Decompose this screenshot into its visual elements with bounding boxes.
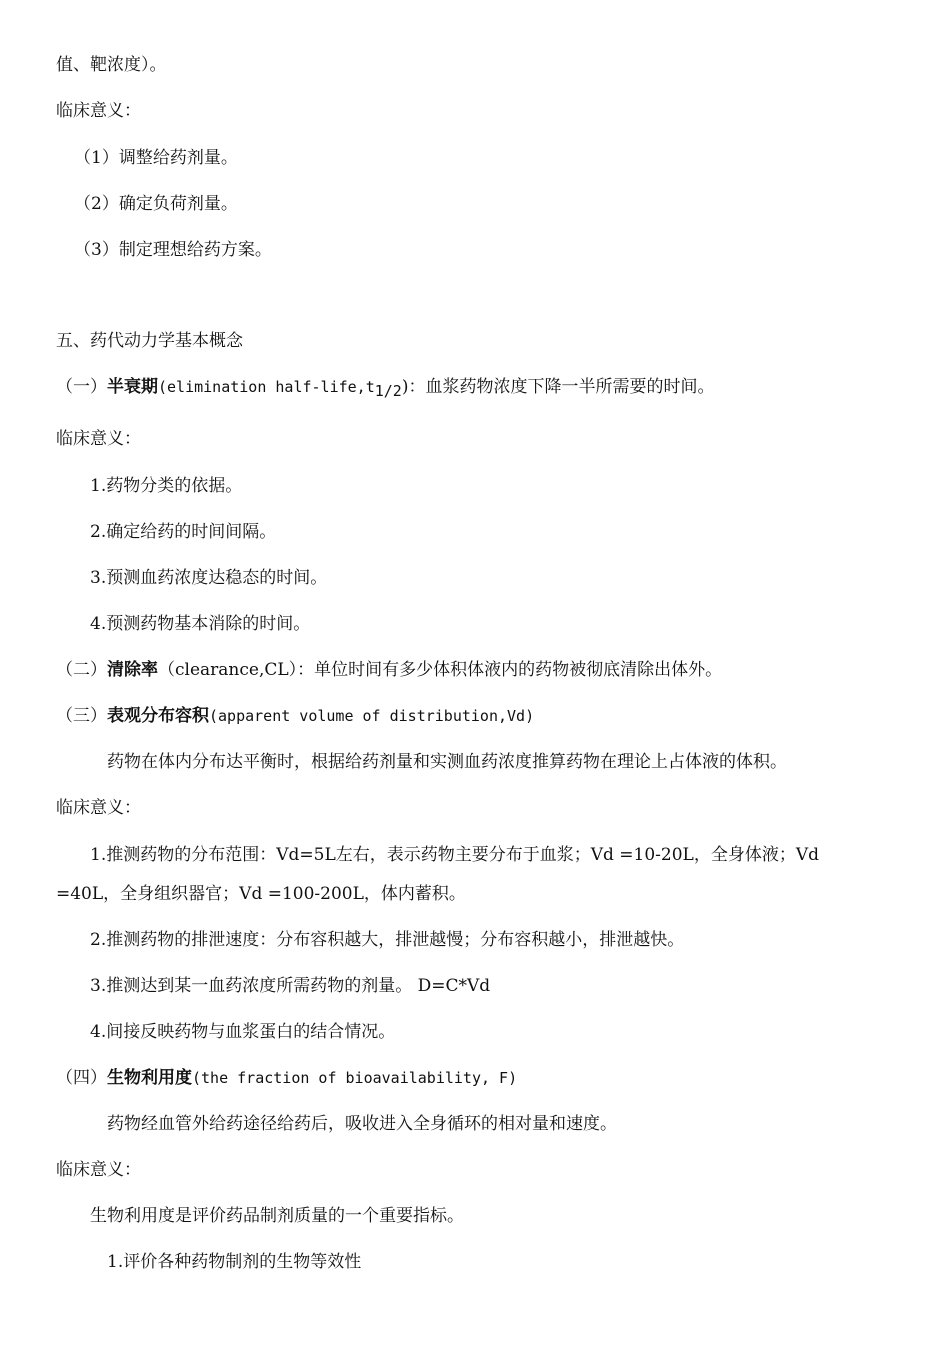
list-item: 1.评价各种药物制剂的生物等效性 — [107, 1252, 362, 1272]
chapter-heading: 五、药代动力学基本概念 — [56, 331, 243, 351]
term-english: (the fraction of bioavailability, F) — [192, 1069, 518, 1087]
list-item: 1.药物分类的依据。 — [90, 476, 243, 496]
list-item: 1.推测药物的分布范围：Vd=5L左右，表示药物主要分布于血浆；Vd =10-20L，全身体液；Vd — [90, 845, 819, 865]
list-item: 4.间接反映药物与血浆蛋白的结合情况。 — [90, 1022, 396, 1042]
term-halflife: 半衰期 — [107, 377, 158, 397]
item-prefix: （四） — [56, 1068, 107, 1088]
list-item: 4.预测药物基本消除的时间。 — [90, 614, 311, 634]
list-item-continuation: =40L，全身组织器官；Vd =100-200L，体内蓄积。 — [56, 884, 466, 904]
section-heading: 临床意义： — [56, 101, 141, 121]
section-heading: 临床意义： — [56, 798, 141, 818]
subscript: 1/2 — [374, 382, 402, 400]
list-item: 3.预测血药浓度达稳态的时间。 — [90, 568, 328, 588]
term-bioavailability: 生物利用度 — [107, 1068, 192, 1088]
list-item: 2.推测药物的排泄速度：分布容积越大，排泄越慢；分布容积越小，排泄越快。 — [90, 930, 685, 950]
list-item: （3）制定理想给药方案。 — [74, 240, 272, 260]
definition-halflife — [56, 376, 714, 398]
paragraph: 药物在体内分布达平衡时，根据给药剂量和实测血药浓度推算药物在理论上占体液的体积。 — [107, 752, 787, 772]
term-english: (elimination half-life,t — [158, 378, 375, 396]
list-item: （1）调整给药剂量。 — [74, 148, 238, 168]
term-clearance: 清除率 — [107, 660, 158, 680]
paragraph: 药物经血管外给药途径给药后，吸收进入全身循环的相对量和速度。 — [107, 1114, 617, 1134]
definition-text: （clearance,CL）：单位时间有多少体积体液内的药物被彻底清除出体外。 — [158, 660, 723, 680]
item-prefix: （一） — [56, 377, 107, 397]
list-item: 3.推测达到某一血药浓度所需药物的剂量。 D=C*Vd — [90, 976, 491, 996]
definition-text: )：血浆药物浓度下降一半所需要的时间。 — [401, 377, 715, 397]
term-vd: 表观分布容积 — [107, 706, 209, 726]
definition-vd — [56, 705, 534, 727]
term-english: (apparent volume of distribution,Vd) — [209, 707, 535, 725]
section-heading: 临床意义： — [56, 1160, 141, 1180]
definition-bioavailability — [56, 1067, 517, 1089]
paragraph: 生物利用度是评价药品制剂质量的一个重要指标。 — [90, 1206, 464, 1226]
text-line: 值、靶浓度）。 — [56, 55, 167, 75]
item-prefix: （二） — [56, 660, 107, 680]
definition-clearance — [56, 659, 722, 681]
item-prefix: （三） — [56, 706, 107, 726]
section-heading: 临床意义： — [56, 429, 141, 449]
list-item: （2）确定负荷剂量。 — [74, 194, 238, 214]
list-item: 2.确定给药的时间间隔。 — [90, 522, 277, 542]
